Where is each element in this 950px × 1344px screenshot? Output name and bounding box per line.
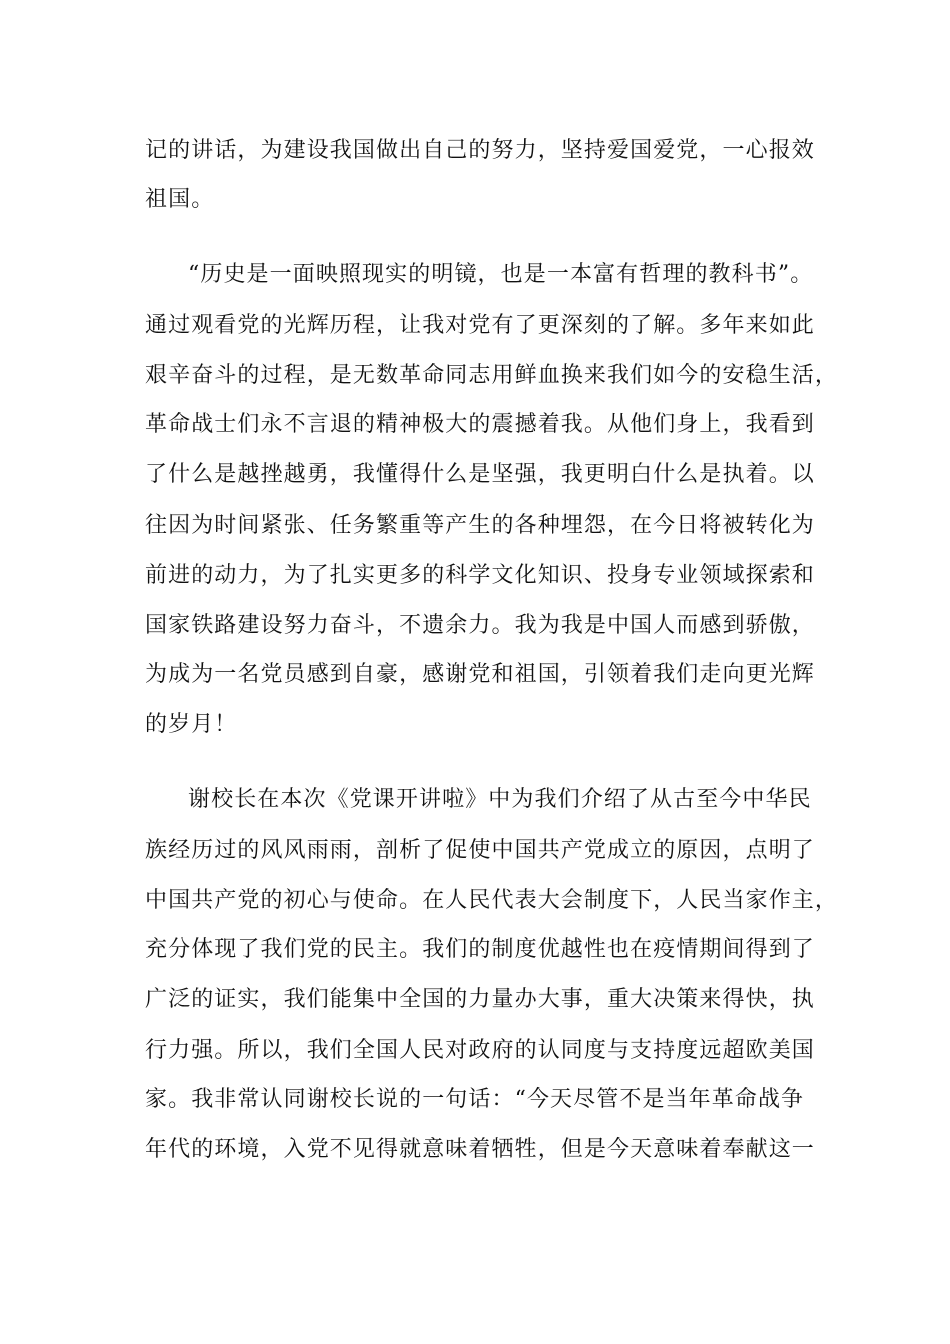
text-line: 前进的动力，为了扎实更多的科学文化知识、投身专业领域探索和 — [145, 563, 815, 588]
text-line: 行力强。所以，我们全国人民对政府的认同度与支持度远超欧美国 — [145, 1038, 815, 1063]
text-line: 的岁月！ — [145, 712, 238, 737]
text-line: 祖国。 — [145, 187, 215, 212]
text-line: 了什么是越挫越勇，我懂得什么是坚强，我更明白什么是执着。以 — [145, 462, 815, 487]
text-line: 充分体现了我们党的民主。我们的制度优越性也在疫情期间得到了 — [145, 937, 815, 962]
text-line: 国家铁路建设努力奋斗，不遗余力。我为我是中国人而感到骄傲， — [145, 613, 815, 638]
text-line: 年代的环境，入党不见得就意味着牺牲，但是今天意味着奉献这一 — [145, 1137, 815, 1162]
text-line: 记的讲话，为建设我国做出自己的努力，坚持爱国爱党，一心报效 — [145, 138, 815, 163]
text-line: 为成为一名党员感到自豪，感谢党和祖国，引领着我们走向更光辉 — [145, 662, 815, 687]
text-line: 艰辛奋斗的过程，是无数革命同志用鲜血换来我们如今的安稳生活， — [145, 363, 839, 388]
text-line: “历史是一面映照现实的明镜，也是一本富有哲理的教科书”。 — [188, 262, 814, 287]
text-line: 谢校长在本次《党课开讲啦》中为我们介绍了从古至今中华民 — [188, 787, 812, 812]
text-line: 通过观看党的光辉历程，让我对党有了更深刻的了解。多年来如此 — [145, 313, 815, 338]
text-line: 广泛的证实，我们能集中全国的力量办大事，重大决策来得快，执 — [145, 987, 815, 1012]
text-line: 中国共产党的初心与使命。在人民代表大会制度下，人民当家作主， — [145, 888, 839, 913]
text-line: 家。我非常认同谢校长说的一句话：“今天尽管不是当年革命战争 — [145, 1087, 805, 1112]
text-line: 革命战士们永不言退的精神极大的震撼着我。从他们身上，我看到 — [145, 412, 815, 437]
text-line: 族经历过的风风雨雨，剖析了促使中国共产党成立的原因，点明了 — [145, 838, 815, 863]
text-line: 往因为时间紧张、任务繁重等产生的各种埋怨，在今日将被转化为 — [145, 513, 815, 538]
